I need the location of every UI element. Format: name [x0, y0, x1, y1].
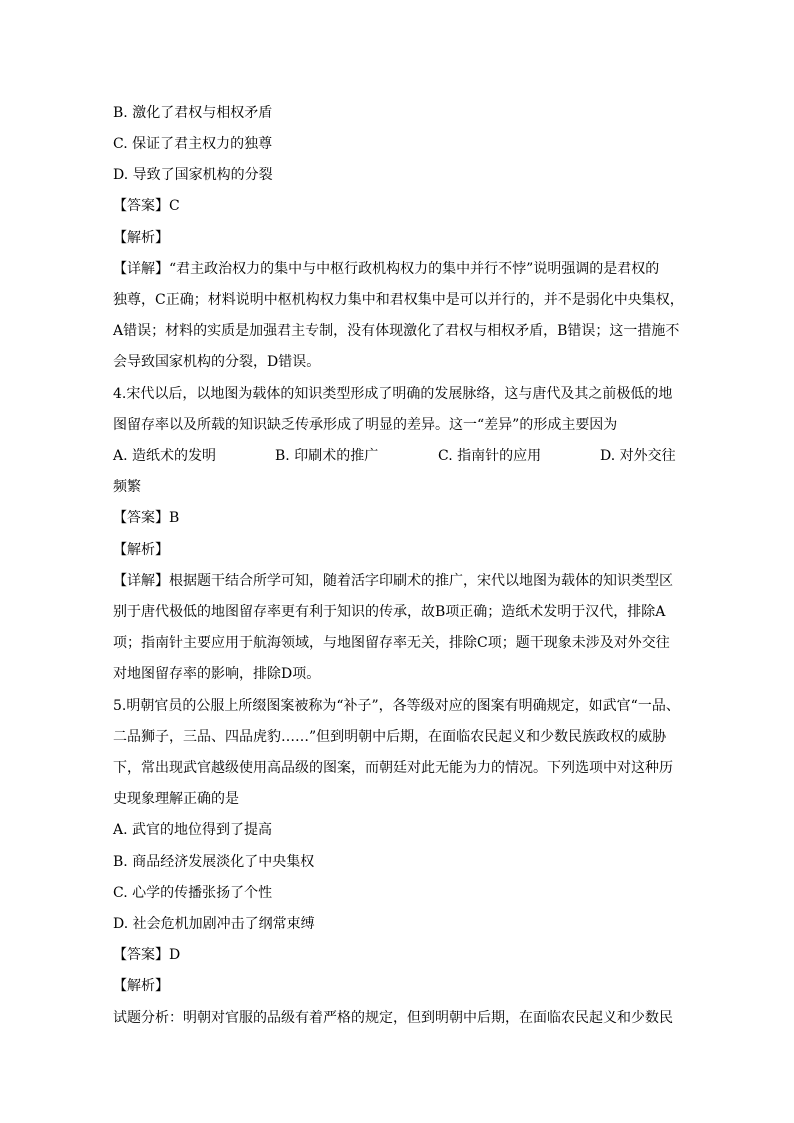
q5-option-d: D. 社会危机加剧冲击了纲常束缚 [113, 916, 315, 932]
q5-option-a: A. 武官的地位得到了提高 [113, 822, 273, 838]
q4-stem-line: 图留存率以及所载的知识缺乏传承形成了明显的差异。这一“差异”的形成主要因为 [113, 417, 618, 433]
q4-detail-line: 对地图留存率的影响，排除D项。 [113, 666, 321, 682]
q4-answer: 【答案】B [113, 510, 180, 526]
q4-detail-line: 【详解】根据题干结合所学可知，随着活字印刷术的推广，宋代以地图为载体的知识类型区 [113, 573, 673, 589]
q3-option-c: C. 保证了君主权力的独尊 [113, 136, 273, 152]
q3-answer: 【答案】C [113, 198, 180, 214]
q4-analysis-title: 【解析】 [113, 542, 169, 558]
q4-options-row [113, 447, 683, 465]
q3-option-b: B. 激化了君权与相权矛盾 [113, 105, 273, 121]
q5-answer: 【答案】D [113, 947, 181, 963]
q5-analysis-text: 试题分析：明朝对官服的品级有着严格的规定，但到明朝中后期，在面临农民起义和少数民 [113, 1010, 673, 1026]
q5-option-b: B. 商品经济发展淡化了中央集权 [113, 854, 315, 870]
q5-option-c: C. 心学的传播张扬了个性 [113, 885, 273, 901]
q3-detail-line: 【详解】“君主政治权力的集中与中枢行政机构权力的集中并行不悖”说明强调的是君权的 [113, 261, 660, 277]
q4-option-c: C. 指南针的应用 [438, 448, 542, 464]
q3-detail-line: 独尊，C正确；材料说明中枢机构权力集中和君权集中是可以并行的，并不是弱化中央集权， [113, 292, 684, 308]
q4-option-d-continued: 频繁 [113, 479, 141, 495]
q5-stem-line: 下，常出现武官越级使用高品级的图案，而朝廷对此无能为力的情况。下列选项中对这种历 [113, 760, 673, 776]
q5-stem-line: 史现象理解正确的是 [113, 791, 239, 807]
q4-option-a: A. 造纸术的发明 [113, 448, 217, 464]
q5-stem-line: 5.明朝官员的公服上所缀图案被称为“补子”，各等级对应的图案有明确规定，如武官“一品、 [113, 698, 680, 714]
q3-analysis-title: 【解析】 [113, 230, 169, 246]
q3-detail-line: A错误；材料的实质是加强君主专制，没有体现激化了君权与相权矛盾，B错误；这一措施不 [113, 323, 680, 339]
q5-analysis-title: 【解析】 [113, 978, 169, 994]
q4-option-b: B. 印刷术的推广 [275, 448, 379, 464]
q4-detail-line: 项；指南针主要应用于航海领域，与地图留存率无关，排除C项；题干现象未涉及对外交往 [113, 635, 670, 651]
q5-stem-line: 二品狮子，三品、四品虎豹……”但到明朝中后期，在面临农民起义和少数民族政权的威胁 [113, 729, 667, 745]
q4-option-d: D. 对外交往 [600, 448, 676, 464]
q4-detail-line: 别于唐代极低的地图留存率更有利于知识的传承，故B项正确；造纸术发明于汉代，排除A [113, 604, 666, 620]
q3-detail-line: 会导致国家机构的分裂，D错误。 [113, 354, 321, 370]
q3-option-d: D. 导致了国家机构的分裂 [113, 167, 273, 183]
q4-stem-line: 4.宋代以后，以地图为载体的知识类型形成了明确的发展脉络，这与唐代及其之前极低的地 [113, 386, 673, 402]
